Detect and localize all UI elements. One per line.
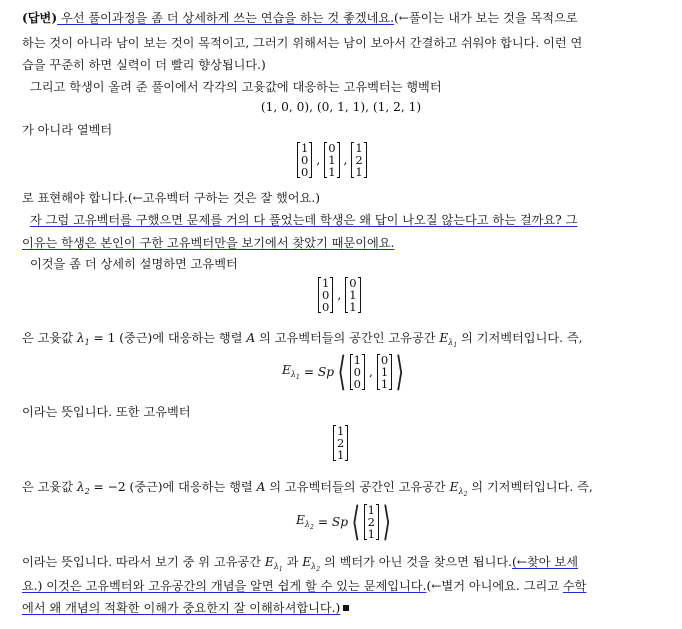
para1-line3: 습을 꾸준히 하면 실력이 더 빨리 향상됩니다.) (22, 58, 266, 72)
col-vector: 1 2 1 (333, 425, 348, 461)
para3-line4: 은 고윳값 $\lambda_1 = 1$ (중근)에 대응하는 행렬 A 의 고유벡터들의 공간인 고유공간 $E_{\lambda_1}$ 의 기저벡터입니다. 즉, (22, 331, 583, 349)
eigenspace-2-equation: $E_{\lambda_2}$ = Sp ⟨ 1 2 1 ⟩ (296, 499, 392, 545)
col-vector: 1 2 1 (364, 504, 379, 540)
para1-text-a: 우선 풀이과정을 좀 더 상세하게 쓰는 연습을 하는 것 좋겠네요. (57, 11, 395, 25)
para3-line9: 에서 왜 개념의 적확한 이해가 중요한지 잘 이해하셔합니다.) (22, 602, 349, 614)
eigenspace-1-equation: $E_{\lambda_1}$ = Sp ⟨ 1 0 0 , 0 1 1 ⟩ (282, 349, 405, 395)
para2-line2: 가 아니라 열벡터 (22, 123, 113, 137)
para3-line2: 이유는 학생은 본인이 구한 고유벡터만을 보기에서 찾았기 때문이에요. (22, 236, 395, 250)
para3-line8: 요.) 이것은 고유벡터와 고유공간의 개념을 알면 쉽게 할 수 있는 문제입니다.(←별거 아니에요. 그리고 수학 (22, 579, 587, 593)
end-of-proof-mark (343, 605, 349, 611)
para3-line6: 은 고윳값 $\lambda_2 = -2$ (중근)에 대응하는 행렬 A 의 고유벡터들의 공간인 고유공간 $E_{\lambda_2}$ 의 기저벡터입니다. 즉, (22, 480, 593, 498)
para1-line1 (22, 12, 578, 24)
column-vectors-1: 1 0 0 , 0 1 1 , 1 2 1 (297, 142, 367, 178)
column-vector-3 (333, 425, 348, 461)
col-vector: 0 1 1 (345, 277, 360, 313)
right-angle-bracket: ⟩ (382, 499, 392, 545)
column-vectors-2: 1 0 0 , 0 1 1 (318, 277, 361, 313)
para3-line7: 이라는 뜻입니다. 따라서 보기 중 위 고유공간 $E_{\lambda_1}$ 과 $E_{\lambda_2}$ 의 벡터가 아닌 것을 찾으면 됩니다.(←찾아 보세 (22, 555, 578, 573)
col-vector: 1 0 0 (350, 354, 365, 390)
left-angle-bracket: ⟨ (337, 349, 347, 395)
para2-line1: 그리고 학생이 올려 준 풀이에서 각각의 고윳값에 대응하는 고유벡터는 행벡터 (30, 80, 442, 94)
para1-text-b: (←풀이는 내가 보는 것을 목적으로 (394, 11, 578, 25)
col-vector: 1 2 1 (351, 142, 366, 178)
col-vector: 0 1 1 (377, 354, 392, 390)
para2-line3: 로 표현해야 합니다.(←고유벡터 구하는 것은 잘 했어요.) (22, 191, 320, 205)
para3-line3: 이것을 좀 더 상세히 설명하면 고유벡터 (30, 257, 238, 271)
col-vector: 1 0 0 (297, 142, 312, 178)
answer-label: (답변) (22, 11, 58, 25)
right-angle-bracket: ⟩ (395, 349, 405, 395)
para3-line1: 자 그럼 고유벡터를 구했으면 문제를 거의 다 풀었는데 학생은 왜 답이 나오질 않는다고 하는 걸까요? 그 (30, 213, 578, 227)
col-vector: 1 0 0 (318, 277, 333, 313)
para1-line2: 하는 것이 아니라 남이 보는 것이 목적이고, 그러기 위해서는 남이 보아서 간결하고 쉬워야 합니다. 이런 연 (22, 36, 583, 50)
row-vectors: (1, 0, 0), (0, 1, 1), (1, 2, 1) (260, 100, 422, 114)
left-angle-bracket: ⟨ (351, 499, 361, 545)
para3-line5: 이라는 뜻입니다. 또한 고유벡터 (22, 405, 191, 419)
col-vector: 0 1 1 (324, 142, 339, 178)
